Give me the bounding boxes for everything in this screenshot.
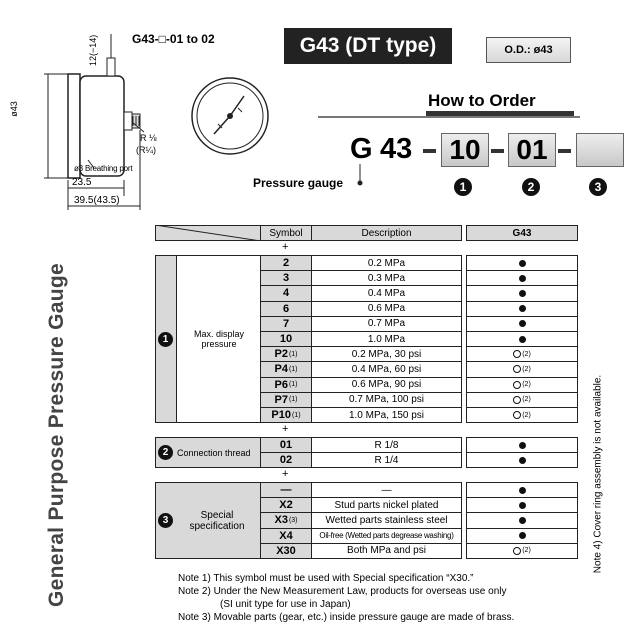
note-1: Note 1) This symbol must be used with Special specification “X30.” xyxy=(178,573,474,584)
group-number: 2 xyxy=(158,445,173,460)
table-symbol-cell xyxy=(260,437,312,453)
dim-top-text: 12(−14) xyxy=(88,34,98,66)
symbol-text: X2 xyxy=(279,499,293,512)
side-title-text: General Purpose Pressure Gauge xyxy=(45,262,68,607)
group-plus: + xyxy=(282,423,289,435)
table-description-cell: Stud parts nickel plated xyxy=(311,497,462,513)
table-availability-cell xyxy=(466,361,578,377)
symbol-note: (1) xyxy=(288,381,298,389)
pressure-gauge-label: Pressure gauge xyxy=(253,176,344,190)
dim-depth: 23.5 xyxy=(72,177,92,188)
drawing-label: G43-□-01 to 02 xyxy=(132,32,215,46)
mark-note: (2) xyxy=(522,396,531,404)
table-description-cell: 0.7 MPa xyxy=(311,316,462,332)
table-description-cell: 0.7 MPa, 100 psi xyxy=(311,392,462,408)
code-dash xyxy=(491,149,504,153)
symbol-text: 6 xyxy=(282,302,290,315)
filled-circle-icon xyxy=(519,320,526,327)
table-symbol-cell xyxy=(260,392,312,408)
symbol-text: P4 xyxy=(274,363,288,376)
filled-circle-icon xyxy=(519,260,526,267)
how-to-order-heading: How to Order xyxy=(428,91,536,110)
table-description-cell: 0.2 MPa xyxy=(311,255,462,271)
filled-circle-icon xyxy=(519,517,526,524)
code-size: 43 xyxy=(380,133,413,165)
open-circle-icon xyxy=(513,411,521,419)
table-symbol-cell xyxy=(260,285,312,301)
port-thread-alt: (R¼) xyxy=(136,145,156,155)
note-2: Note 2) Under the New Measurement Law, products for overseas use only xyxy=(178,586,507,597)
table-description-cell: 0.4 MPa xyxy=(311,285,462,301)
table-symbol-cell xyxy=(260,497,312,513)
header-diagonal xyxy=(155,225,261,241)
mark-note: (2) xyxy=(522,381,531,389)
table-description-cell: Wetted parts stainless steel xyxy=(311,512,462,528)
table-availability-cell xyxy=(466,452,578,468)
table-description-cell: R 1/8 xyxy=(311,437,462,453)
group-plus: + xyxy=(282,468,289,480)
group-label-cell xyxy=(155,437,261,468)
table-symbol-cell xyxy=(260,270,312,286)
table-description-cell: Oil-free (Wetted parts degrease washing) xyxy=(311,528,462,544)
filled-circle-icon xyxy=(519,532,526,539)
symbol-note: (1) xyxy=(288,396,298,404)
table-availability-cell xyxy=(466,270,578,286)
table-description-cell: 1.0 MPa, 150 psi xyxy=(311,407,462,423)
order-num-3: 3 xyxy=(589,178,607,196)
table-availability-cell xyxy=(466,497,578,513)
table-symbol-cell xyxy=(260,543,312,559)
code-prefix: G xyxy=(350,133,374,165)
side-note-text: Note 4) Cover ring assembly is not available. xyxy=(592,374,604,574)
table-availability-cell xyxy=(466,392,578,408)
table-availability-cell xyxy=(466,528,578,544)
group-number: 3 xyxy=(158,513,173,528)
code-box-pressure: 10 xyxy=(441,133,489,167)
table-availability-cell xyxy=(466,331,578,347)
note-3: Note 3) Movable parts (gear, etc.) inside pressure gauge are made of brass. xyxy=(178,612,515,623)
code-box-special xyxy=(576,133,624,167)
symbol-text: P7 xyxy=(274,393,288,406)
group-number: 1 xyxy=(158,332,173,347)
table-availability-cell xyxy=(466,407,578,423)
table-description-cell: 0.2 MPa, 30 psi xyxy=(311,346,462,362)
filled-circle-icon xyxy=(519,305,526,312)
symbol-text: X4 xyxy=(279,529,293,542)
side-note xyxy=(588,360,608,588)
table-availability-cell xyxy=(466,377,578,393)
table-symbol-cell xyxy=(260,377,312,393)
symbol-text: X30 xyxy=(276,544,296,557)
symbol-text: 7 xyxy=(282,317,290,330)
group-label: Connection thread xyxy=(177,447,251,458)
table-availability-cell xyxy=(466,285,578,301)
symbol-note: (3) xyxy=(288,516,298,524)
table-availability-cell xyxy=(466,512,578,528)
group-plus: + xyxy=(282,241,289,253)
table-description-cell: 0.4 MPa, 60 psi xyxy=(311,361,462,377)
col-model: G43 xyxy=(466,225,578,241)
od-badge: O.D.: ø43 xyxy=(486,37,571,63)
filled-circle-icon xyxy=(519,487,526,494)
code-dash xyxy=(558,149,571,153)
symbol-text: P10 xyxy=(271,409,291,422)
table-symbol-cell xyxy=(260,452,312,468)
table-symbol-cell xyxy=(260,528,312,544)
table-description-cell: 1.0 MPa xyxy=(311,331,462,347)
side-title xyxy=(40,262,74,607)
table-symbol-cell xyxy=(260,482,312,498)
mark-note: (2) xyxy=(522,547,531,555)
table-symbol-cell xyxy=(260,316,312,332)
table-availability-cell xyxy=(466,255,578,271)
symbol-text: 4 xyxy=(282,287,290,300)
symbol-note: (1) xyxy=(288,365,298,373)
table-symbol-cell xyxy=(260,512,312,528)
symbol-text: 02 xyxy=(279,454,293,467)
order-num-2: 2 xyxy=(522,178,540,196)
symbol-text: 2 xyxy=(282,257,290,270)
symbol-note: (1) xyxy=(292,411,301,419)
symbol-text: 10 xyxy=(279,333,293,346)
filled-circle-icon xyxy=(519,457,526,464)
symbol-text: P2 xyxy=(274,348,288,361)
open-circle-icon xyxy=(513,396,521,404)
group-label-cell xyxy=(155,482,261,559)
col-description: Description xyxy=(311,225,462,241)
table-description-cell: Both MPa and psi xyxy=(311,543,462,559)
port-thread: R ⅛ xyxy=(140,133,157,143)
table-description-cell: R 1/4 xyxy=(311,452,462,468)
filled-circle-icon xyxy=(519,442,526,449)
symbol-text: P6 xyxy=(274,378,288,391)
filled-circle-icon xyxy=(519,290,526,297)
mark-note: (2) xyxy=(522,350,531,358)
page-title: G43 (DT type) xyxy=(284,28,452,64)
table-availability-cell xyxy=(466,482,578,498)
open-circle-icon xyxy=(513,547,521,555)
table-availability-cell xyxy=(466,316,578,332)
symbol-text: 01 xyxy=(279,439,293,452)
col-symbol: Symbol xyxy=(260,225,312,241)
order-num-1: 1 xyxy=(454,178,472,196)
table-description-cell: — xyxy=(311,482,462,498)
code-dash xyxy=(423,149,436,153)
dimension-drawing xyxy=(20,20,270,220)
group-label: Special specification xyxy=(189,509,245,532)
code-box-thread: 01 xyxy=(508,133,556,167)
open-circle-icon xyxy=(513,365,521,373)
table-description-cell: 0.3 MPa xyxy=(311,270,462,286)
symbol-note: (1) xyxy=(288,350,298,358)
symbol-text: — xyxy=(280,484,292,497)
symbol-text: X3 xyxy=(274,514,288,527)
table-availability-cell xyxy=(466,437,578,453)
filled-circle-icon xyxy=(519,336,526,343)
pressure-gauge-leader xyxy=(354,164,366,188)
table-symbol-cell xyxy=(260,255,312,271)
group-label-cell xyxy=(155,255,261,423)
mark-note: (2) xyxy=(522,411,531,419)
filled-circle-icon xyxy=(519,502,526,509)
table-availability-cell xyxy=(466,346,578,362)
table-symbol-cell xyxy=(260,407,312,423)
heading-rule xyxy=(318,116,580,118)
dim-height: ø43 xyxy=(8,101,19,117)
table-symbol-cell xyxy=(260,346,312,362)
dim-total: 39.5(43.5) xyxy=(74,195,120,206)
open-circle-icon xyxy=(513,350,521,358)
note-2-cont: (SI unit type for use in Japan) xyxy=(220,599,351,610)
open-circle-icon xyxy=(513,381,521,389)
table-symbol-cell xyxy=(260,361,312,377)
filled-circle-icon xyxy=(519,275,526,282)
group-label: Max. display pressure xyxy=(193,329,245,350)
symbol-text: 3 xyxy=(282,272,290,285)
table-symbol-cell xyxy=(260,301,312,317)
table-availability-cell xyxy=(466,543,578,559)
table-description-cell: 0.6 MPa xyxy=(311,301,462,317)
mark-note: (2) xyxy=(522,365,531,373)
breathing-port-label: ø3 Breathing port xyxy=(74,164,133,173)
table-symbol-cell xyxy=(260,331,312,347)
table-description-cell: 0.6 MPa, 90 psi xyxy=(311,377,462,393)
table-availability-cell xyxy=(466,301,578,317)
